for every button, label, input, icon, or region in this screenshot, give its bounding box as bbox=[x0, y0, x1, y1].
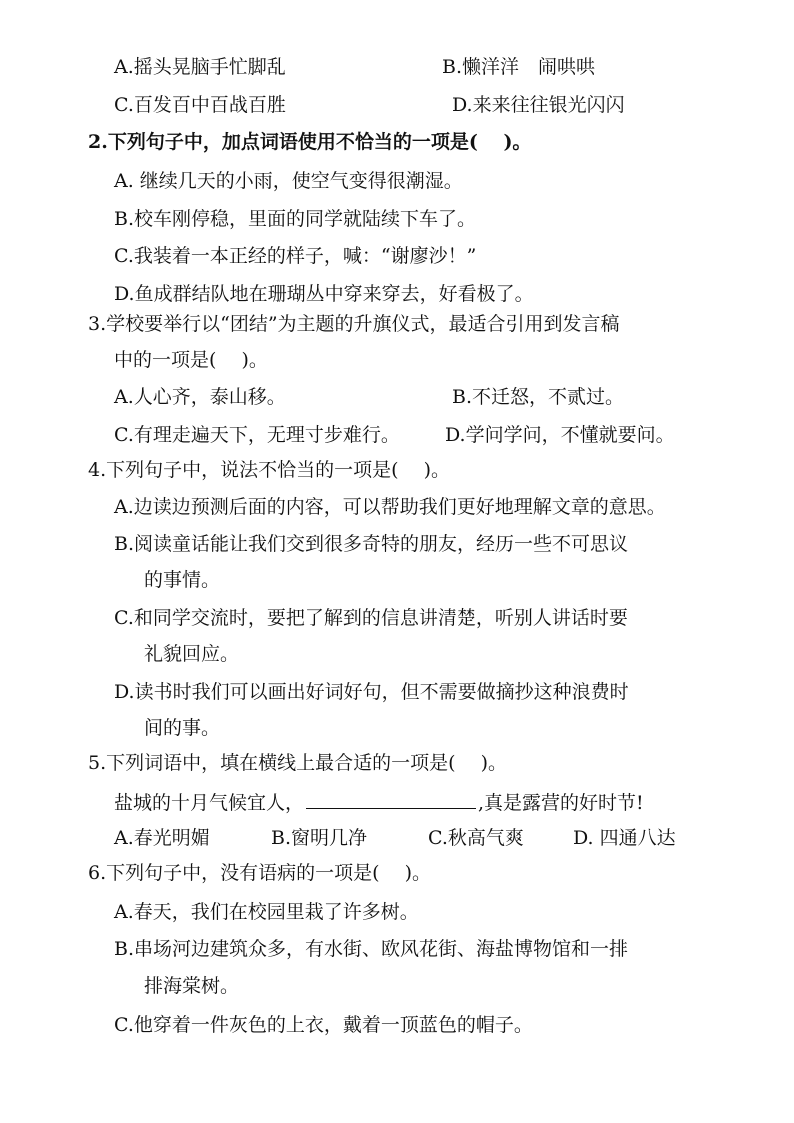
sentence-suffix: ,真是露营的好时节! bbox=[478, 792, 644, 814]
option-a-q3: A.人心齐，泰山移。 bbox=[114, 386, 286, 408]
question-2-stem: 2.下列句子中，加点词语使用不恰当的一项是( )。 bbox=[88, 131, 532, 153]
option-b-q3: B.不迁怒，不贰过。 bbox=[452, 386, 625, 408]
option-c-q5: C.秋高气爽 bbox=[428, 827, 524, 849]
option-c-q4-cont: 礼貌回应。 bbox=[144, 643, 240, 665]
option-b-q1: B.懒洋洋 闹哄哄 bbox=[442, 56, 596, 78]
option-d-q1: D.来来往往银光闪闪 bbox=[452, 94, 625, 116]
option-b-q6: B.串场河边建筑众多，有水街、欧风花街、海盐博物馆和一排 bbox=[114, 938, 629, 960]
option-b-q5: B.窗明几净 bbox=[271, 827, 368, 849]
option-c-q2: C.我装着一本正经的样子，喊：“谢廖沙！” bbox=[114, 245, 477, 267]
option-b-q2: B.校车刚停稳，里面的同学就陆续下车了。 bbox=[114, 208, 477, 230]
option-d-q5: D. 四通八达 bbox=[573, 827, 676, 849]
question-5-sentence bbox=[114, 788, 644, 814]
option-a-q1: A.摇头晃脑手忙脚乱 bbox=[114, 56, 286, 78]
fill-blank-line bbox=[306, 788, 476, 809]
question-5-stem: 5.下列词语中，填在横线上最合适的一项是( )。 bbox=[88, 752, 507, 774]
option-c-q4: C.和同学交流时，要把了解到的信息讲清楚，听别人讲话时要 bbox=[114, 607, 628, 629]
question-4-stem: 4.下列句子中，说法不恰当的一项是( )。 bbox=[88, 459, 450, 481]
question-3-stem: 3.学校要举行以“团结”为主题的升旗仪式，最适合引用到发言稿 bbox=[88, 313, 620, 335]
option-b-q4: B.阅读童话能让我们交到很多奇特的朋友，经历一些不可思议 bbox=[114, 533, 629, 555]
option-a-q5: A.春光明媚 bbox=[114, 827, 210, 849]
option-a-q6: A.春天，我们在校园里栽了许多树。 bbox=[114, 901, 419, 923]
option-c-q1: C.百发百中百战百胜 bbox=[114, 94, 286, 116]
option-a-q4: A.边读边预测后面的内容，可以帮助我们更好地理解文章的意思。 bbox=[114, 496, 666, 518]
option-d-q2: D.鱼成群结队地在珊瑚丛中穿来穿去，好看极了。 bbox=[114, 283, 534, 305]
question-6-stem: 6.下列句子中，没有语病的一项是( )。 bbox=[88, 862, 431, 884]
option-c-q6: C.他穿着一件灰色的上衣，戴着一顶蓝色的帽子。 bbox=[114, 1014, 533, 1036]
option-b-q6-cont: 排海棠树。 bbox=[144, 975, 240, 997]
option-d-q4: D.读书时我们可以画出好词好句，但不需要做摘抄这种浪费时 bbox=[114, 681, 629, 703]
question-3-stem-cont: 中的一项是( )。 bbox=[114, 349, 268, 371]
option-b-q4-cont: 的事情。 bbox=[144, 569, 221, 591]
option-c-q3: C.有理走遍天下，无理寸步难行。 bbox=[114, 424, 400, 446]
option-a-q2: A. 继续几天的小雨，使空气变得很潮湿。 bbox=[114, 170, 463, 192]
option-d-q4-cont: 间的事。 bbox=[144, 717, 221, 739]
option-d-q3: D.学问学问，不懂就要问。 bbox=[445, 424, 675, 446]
sentence-prefix: 盐城的十月气候宜人， bbox=[114, 792, 305, 814]
